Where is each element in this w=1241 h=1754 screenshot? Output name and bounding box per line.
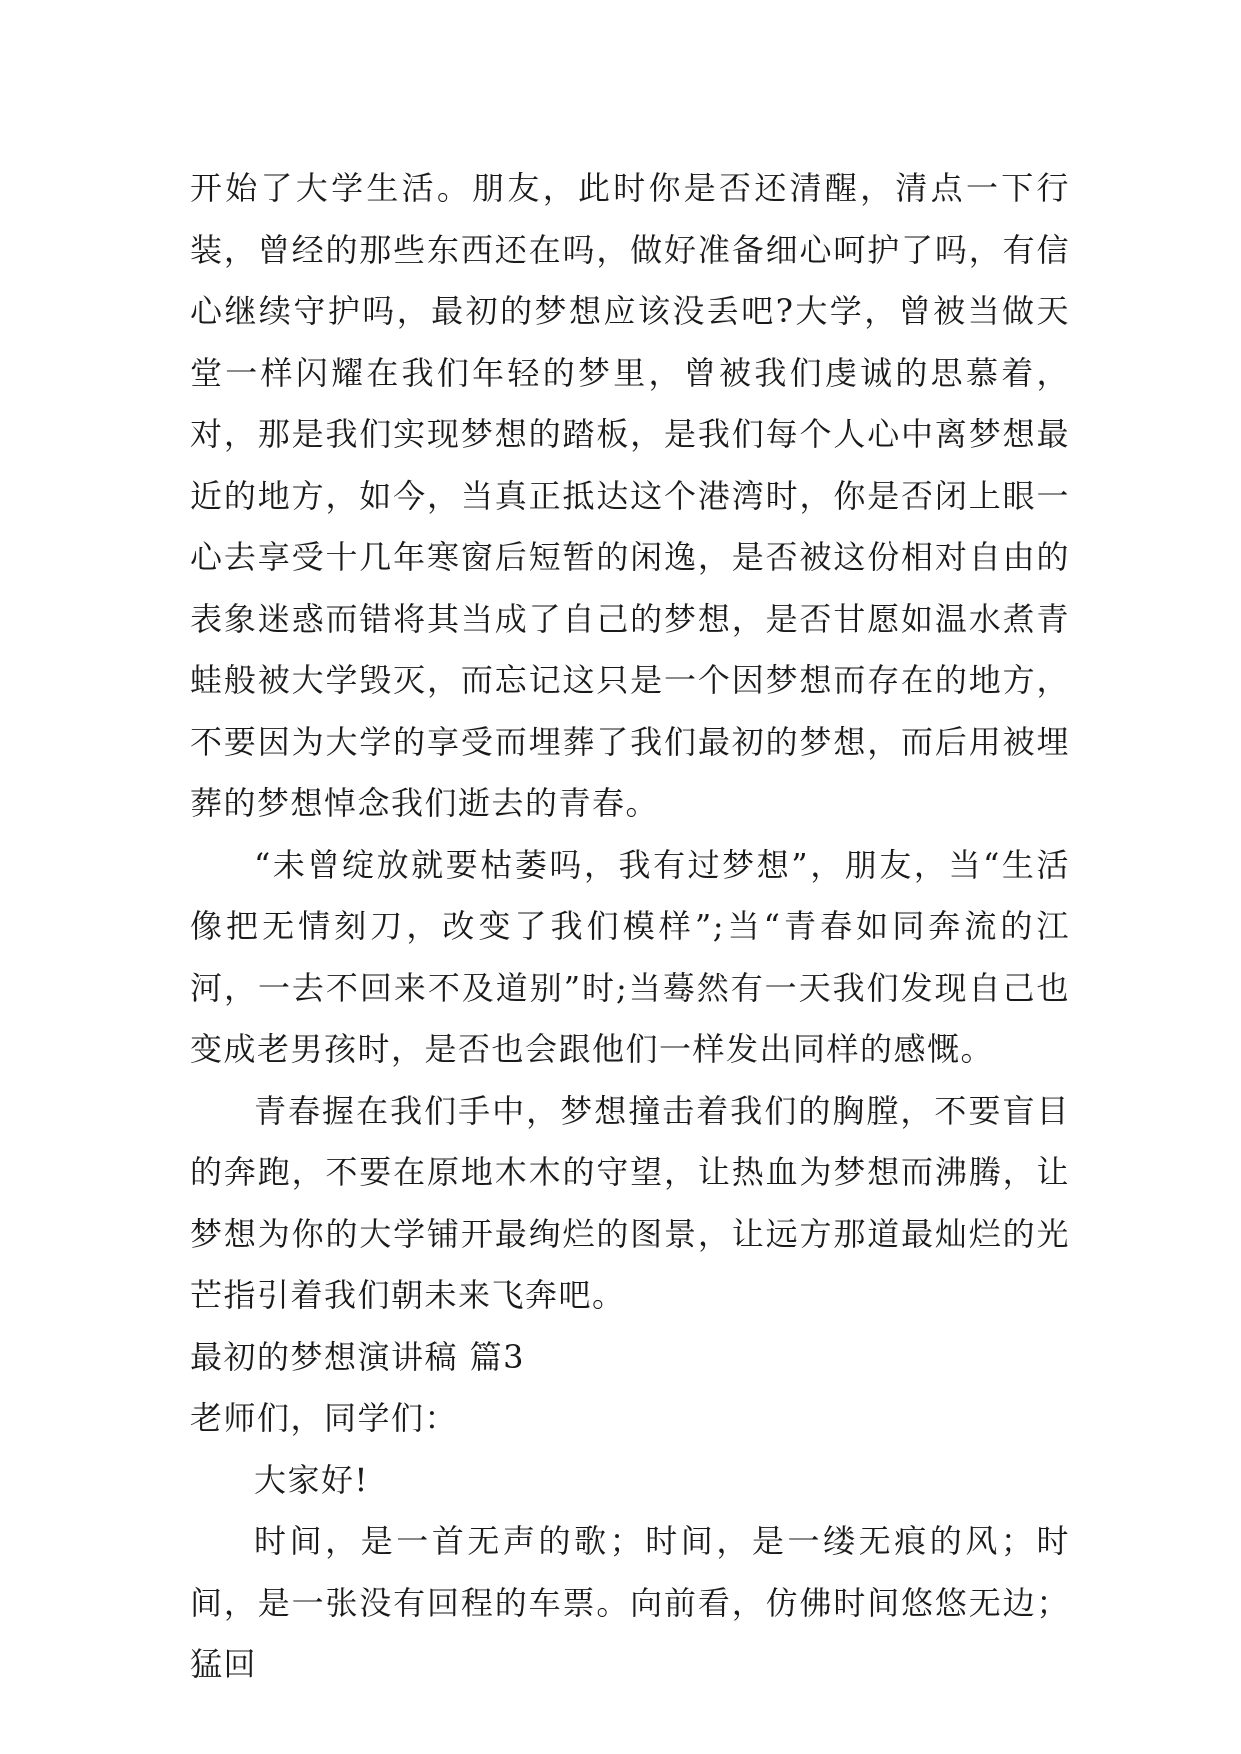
paragraph-3: 青春握在我们手中，梦想撞击着我们的胸膛，不要盲目的奔跑，不要在原地木木的守望，让热血为梦想而沸腾，让梦想为你的大学铺开最绚烂的图景，让远方那道最灿烂的光芒指引着我们朝未来飞奔吧。 (190, 1091, 1070, 1314)
greeting: 大家好! (254, 1460, 369, 1499)
section-title: 最初的梦想演讲稿 篇3 (190, 1337, 526, 1376)
document-body (190, 158, 1070, 1696)
paragraph-2: “未曾绽放就要枯萎吗，我有过梦想”，朋友，当“生活像把无情刻刀，改变了我们模样”;当“青春如同奔流的江河，一去不回来不及道别”时;当蓦然有一天我们发现自己也变成老男孩时，是否也会跟他们一样发出同样的感慨。 (190, 845, 1070, 1068)
paragraph-1: 开始了大学生活。朋友，此时你是否还清醒，清点一下行装，曾经的那些东西还在吗，做好准备细心呵护了吗，有信心继续守护吗，最初的梦想应该没丢吧?大学，曾被当做天堂一样闪耀在我们年轻的梦里，曾被我们虔诚的思慕着，对，那是我们实现梦想的踏板，是我们每个人心中离梦想最近的地方，如今，当真正抵达这个港湾时，你是否闭上眼一心去享受十几年寒窗后短暂的闲逸，是否被这份相对自由的表象迷惑而错将其当成了自己的梦想，是否甘愿如温水煮青蛙般被大学毁灭，而忘记这只是一个因梦想而存在的地方，不要因为大学的享受而埋葬了我们最初的梦想，而后用被埋葬的梦想悼念我们逝去的青春。 (190, 169, 1070, 822)
salutation: 老师们，同学们： (190, 1399, 459, 1437)
closing-paragraph: 时间，是一首无声的歌；时间，是一缕无痕的风；时间，是一张没有回程的车票。向前看，仿佛时间悠悠无边；猛回 (190, 1522, 1070, 1683)
